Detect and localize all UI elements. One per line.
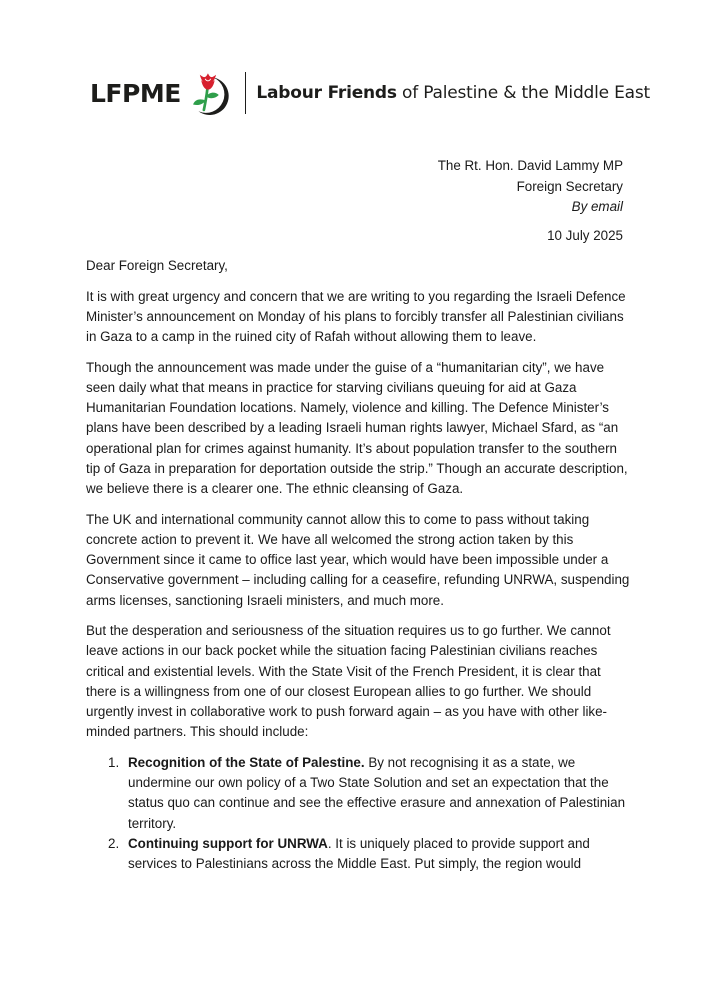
recipient-title: Foreign Secretary	[516, 178, 623, 194]
paragraph: It is with great urgency and concern that we are writing to you regarding the Israeli Defence Minister’s announcement on Monday of his plans to forcibly transfer all Palestinian civilians in Gaza to a camp in the ruined city of Rafah without allowing them to leave.	[86, 288, 626, 345]
organisation-name: Labour Friends of Palestine & the Middle East	[256, 83, 650, 103]
list-number: 2.	[108, 835, 120, 851]
list-text: By not recognising it as a state, we undermine our own policy of a Two State Solution and set an expectation that the status quo can continue and see the effective erasure and annexation of Palestinian territory.	[128, 754, 626, 831]
recipient-address	[438, 156, 623, 218]
delivery-method: By email	[571, 199, 623, 214]
header-divider	[245, 72, 246, 114]
rose-logo-icon	[189, 60, 230, 126]
demands-list	[108, 753, 630, 874]
paragraph: The UK and international community cannot allow this to come to pass without taking concrete action to prevent it. We have all welcomed the strong action taken by this Government since it came to office last year, which would have been impossible under a Conservative government – including calling for a ceasefire, refunding UNRWA, suspending arms licenses, sanctioning Israeli ministers, and much more.	[86, 511, 630, 608]
paragraph: Though the announcement was made under the guise of a “humanitarian city”, we have seen daily what that means in practice for starving civilians queuing for aid at Gaza Humanitarian Foundation locations. Namely, violence and killing. The Defence Minister’s plans have been described by a leading Israeli human rights lawyer, Michael Sfard, as “an operational plan for crimes against humanity. It’s about population transfer to the southern tip of Gaza in preparation for deportation outside the strip.” Though an accurate description, we believe there is a clearer one. The ethnic cleansing of Gaza.	[86, 359, 628, 497]
list-heading: Recognition of the State of Palestine.	[128, 754, 365, 770]
salutation: Dear Foreign Secretary,	[86, 258, 228, 273]
list-number: 1.	[108, 754, 120, 770]
list-item	[108, 753, 630, 834]
list-item	[108, 834, 630, 874]
list-text: . It is uniquely placed to provide support and services to Palestinians across the Middle East. Put simply, the region would	[128, 835, 590, 871]
letter-date: 10 July 2025	[547, 228, 623, 243]
logo-text: LFPME	[90, 78, 181, 108]
letterhead	[90, 58, 650, 128]
recipient-name: The Rt. Hon. David Lammy MP	[437, 158, 623, 173]
letter-body	[86, 256, 630, 874]
list-heading: Continuing support for UNRWA	[128, 835, 328, 851]
paragraph: But the desperation and seriousness of the situation requires us to go further. We cannot leave actions in our back pocket while the situation facing Palestinian civilians reaches critical and existential levels. With the State Visit of the French President, it is clear that there is a willingness from one of our closest European allies to go further. We should urgently invest in collaborative work to push forward again – as you have with other like-minded partners. This should include:	[86, 623, 611, 740]
